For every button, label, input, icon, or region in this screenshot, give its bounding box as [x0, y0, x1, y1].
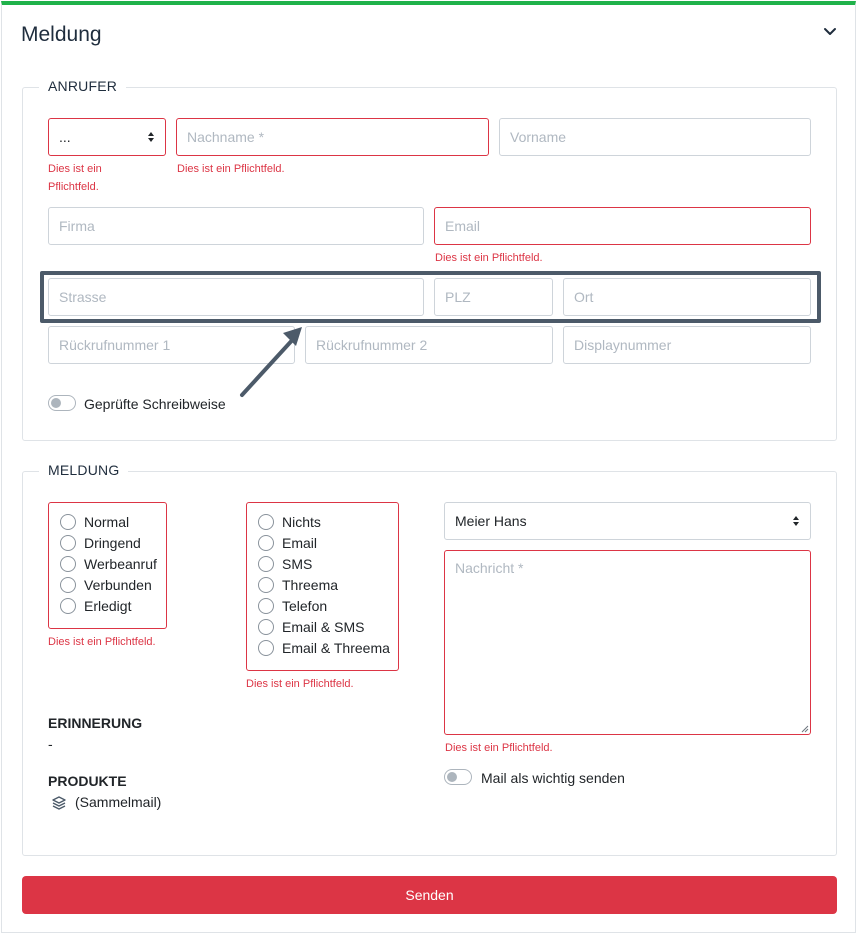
- status-option-label: Dringend: [84, 535, 141, 551]
- email-input[interactable]: [434, 207, 811, 245]
- channel-error: Dies ist ein Pflichtfeld.: [246, 678, 354, 690]
- mail-wichtig-toggle[interactable]: [444, 769, 472, 785]
- select-arrows-icon: [147, 131, 155, 143]
- rueckrufnummer-1-placeholder: Rückrufnummer 1: [59, 337, 171, 353]
- nachname-input[interactable]: [176, 118, 489, 156]
- displaynummer-input[interactable]: [563, 326, 811, 364]
- strasse-placeholder: Strasse: [59, 289, 107, 305]
- salutation-error-line1: Dies ist ein: [48, 163, 102, 175]
- plz-placeholder: PLZ: [445, 289, 471, 305]
- radio-circle[interactable]: [258, 619, 274, 635]
- ort-placeholder: Ort: [574, 289, 594, 305]
- salutation-error-line2: Pflichtfeld.: [48, 181, 99, 193]
- channel-option-label: Email & Threema: [282, 640, 390, 656]
- recipient-select[interactable]: [444, 502, 811, 540]
- channel-option-label: Nichts: [282, 514, 321, 530]
- status-radio-group: [48, 502, 167, 629]
- firma-placeholder: Firma: [59, 218, 95, 234]
- displaynummer-placeholder: Displaynummer: [574, 337, 672, 353]
- status-option-label: Erledigt: [84, 598, 132, 614]
- toggle-knob: [51, 398, 61, 408]
- radio-circle[interactable]: [258, 535, 274, 551]
- address-highlight-box: [40, 271, 821, 323]
- senden-button[interactable]: Senden: [22, 876, 837, 914]
- nachricht-placeholder: Nachricht *: [455, 560, 524, 576]
- channel-option-label: Email: [282, 535, 318, 551]
- vorname-placeholder: Vorname: [510, 129, 567, 145]
- radio-circle[interactable]: [60, 598, 76, 614]
- channel-option-label: Telefon: [282, 598, 328, 614]
- radio-circle[interactable]: [60, 556, 76, 572]
- status-option-label: Normal: [84, 514, 130, 530]
- status-option-label: Werbeanruf: [84, 556, 157, 572]
- radio-circle[interactable]: [258, 577, 274, 593]
- vorname-input[interactable]: [499, 118, 811, 156]
- annotation-arrow-icon: [230, 318, 310, 400]
- salutation-select[interactable]: [48, 118, 166, 156]
- rueckrufnummer-2-input[interactable]: [305, 326, 553, 364]
- firma-input[interactable]: [48, 207, 424, 245]
- channel-option-label: SMS: [282, 556, 313, 572]
- chevron-down-icon[interactable]: [822, 24, 838, 40]
- status-option-label: Verbunden: [84, 577, 152, 593]
- resize-grip-icon[interactable]: [801, 725, 809, 733]
- nachname-error: Dies ist ein Pflichtfeld.: [177, 163, 285, 175]
- produkte-label: PRODUKTE: [48, 773, 127, 789]
- nachricht-error: Dies ist ein Pflichtfeld.: [445, 742, 553, 754]
- radio-circle[interactable]: [258, 514, 274, 530]
- select-arrows-icon: [792, 515, 800, 527]
- radio-circle[interactable]: [60, 577, 76, 593]
- toggle-knob: [447, 772, 457, 782]
- email-error: Dies ist ein Pflichtfeld.: [435, 252, 543, 264]
- email-placeholder: Email: [445, 218, 481, 234]
- nachricht-textarea[interactable]: [444, 550, 811, 735]
- nachname-placeholder: Nachname *: [187, 129, 265, 145]
- salutation-value: ...: [59, 129, 71, 145]
- channel-option-label: Email & SMS: [282, 619, 365, 635]
- gepruefte-schreibweise-label: Geprüfte Schreibweise: [84, 396, 226, 412]
- channel-radio-group: [246, 502, 399, 671]
- status-error: Dies ist ein Pflichtfeld.: [48, 636, 156, 648]
- erinnerung-label: ERINNERUNG: [48, 715, 143, 731]
- channel-option-label: Threema: [282, 577, 339, 593]
- radio-circle[interactable]: [258, 598, 274, 614]
- erinnerung-value: -: [48, 736, 53, 752]
- radio-circle[interactable]: [60, 514, 76, 530]
- layers-icon: [52, 796, 66, 810]
- rueckrufnummer-2-placeholder: Rückrufnummer 2: [316, 337, 428, 353]
- page-title: Meldung: [21, 23, 102, 46]
- radio-circle[interactable]: [258, 556, 274, 572]
- mail-wichtig-label: Mail als wichtig senden: [481, 770, 625, 786]
- recipient-value: Meier Hans: [455, 513, 527, 529]
- meldung-legend: MELDUNG: [39, 462, 128, 478]
- anrufer-legend: ANRUFER: [39, 78, 126, 94]
- produkte-item: (Sammelmail): [75, 794, 162, 810]
- radio-circle[interactable]: [60, 535, 76, 551]
- gepruefte-schreibweise-toggle[interactable]: [48, 395, 76, 411]
- radio-circle[interactable]: [258, 640, 274, 656]
